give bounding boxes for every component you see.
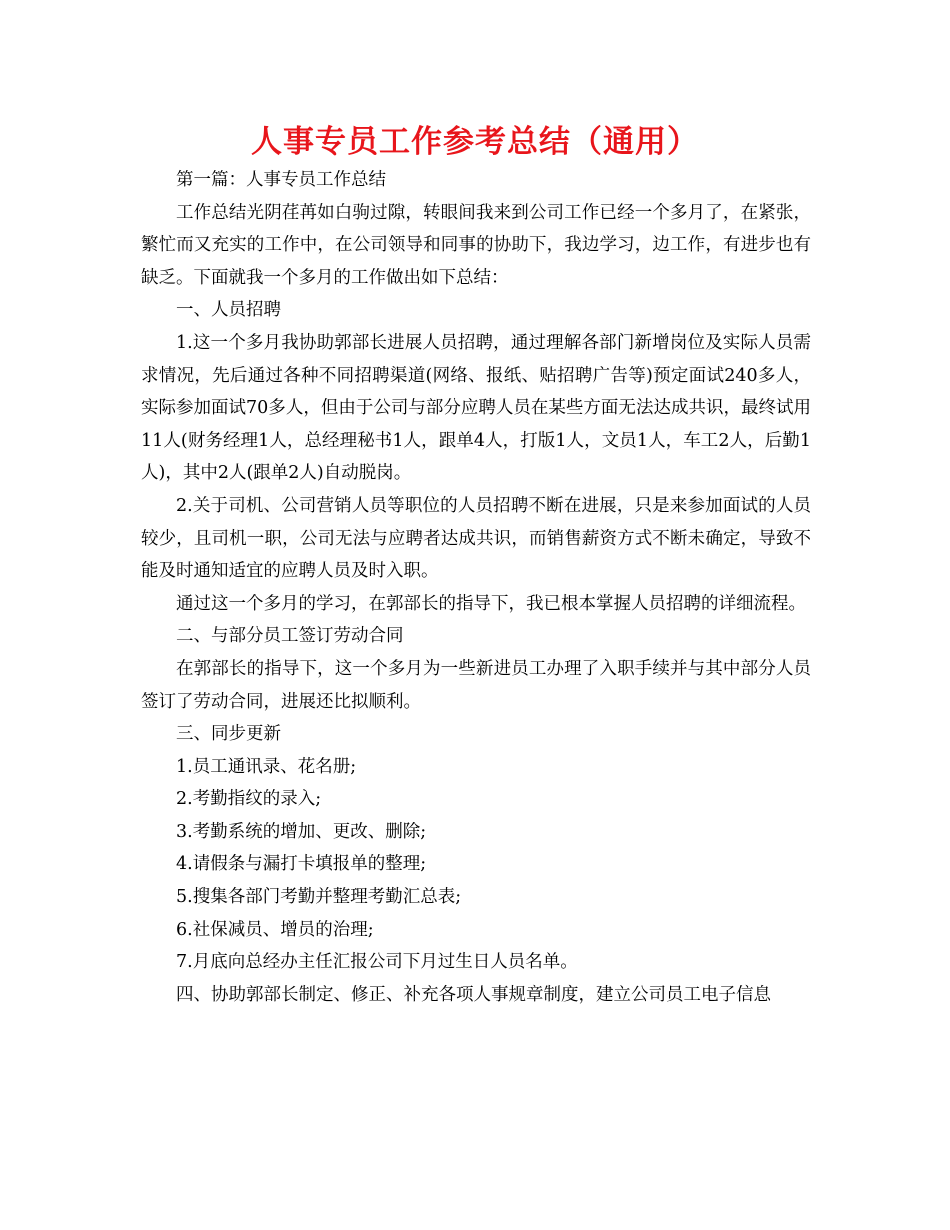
document-title: 人事专员工作参考总结（通用）: [251, 124, 699, 160]
section-heading: 三、同步更新: [176, 724, 281, 745]
list-item: 5.搜集各部门考勤并整理考勤汇总表;: [176, 887, 462, 908]
paragraph: 通过这一个多月的学习，在郭部长的指导下，我已根本掌握人员招聘的详细流程。: [176, 593, 806, 614]
paragraph: 2.关于司机、公司营销人员等职位的人员招聘不断在进展，只是来参加面试的人员较少，且司机一职，公司无法与应聘者达成共识，而销售薪资方式不断未确定，导致不能及时通知适宜的应聘人员及时入职。: [141, 495, 811, 582]
paragraph: 在郭部长的指导下，这一个多月为一些新进员工办理了入职手续并与其中部分人员签订了劳动合同，进展还比拟顺利。: [141, 658, 811, 712]
section-heading: 四、协助郭部长制定、修正、补充各项人事规章制度，建立公司员工电子信息: [176, 984, 771, 1005]
list-item: 1.员工通讯录、花名册;: [176, 756, 357, 777]
list-item: 4.请假条与漏打卡填报单的整理;: [176, 854, 427, 875]
list-item: 6.社保减员、增员的治理;: [176, 919, 374, 940]
list-item: 7.月底向总经办主任汇报公司下月过生日人员名单。: [176, 952, 578, 973]
paragraph: 工作总结光阴荏苒如白驹过隙，转眼间我来到公司工作已经一个多月了，在紧张，繁忙而又充实的工作中，在公司领导和同事的协助下，我边学习，边工作，有进步也有缺乏。下面就我一个多月的工作做出如下总结：: [141, 202, 811, 288]
document-body: [141, 164, 811, 1011]
paragraph: 1.这一个多月我协助郭部长进展人员招聘，通过理解各部门新增岗位及实际人员需求情况，先后通过各种不同招聘渠道(网络、报纸、贴招聘广告等)预定面试240多人，实际参加面试70多人，但由于公司与部分应聘人员在某些方面无法达成共识，最终试用11人(财务经理1人，总经理秘书1人，跟单4人，打版1人，文员1人，车工2人，后勤1人)，其中2人(跟单2人)自动脱岗。: [141, 332, 811, 484]
section-heading: 一、人员招聘: [176, 300, 281, 321]
list-item: 2.考勤指纹的录入;: [176, 789, 322, 810]
section-heading: 二、与部分员工签订劳动合同: [176, 626, 404, 647]
list-item: 3.考勤系统的增加、更改、删除;: [176, 821, 427, 842]
section-heading: 第一篇：人事专员工作总结: [176, 170, 386, 190]
